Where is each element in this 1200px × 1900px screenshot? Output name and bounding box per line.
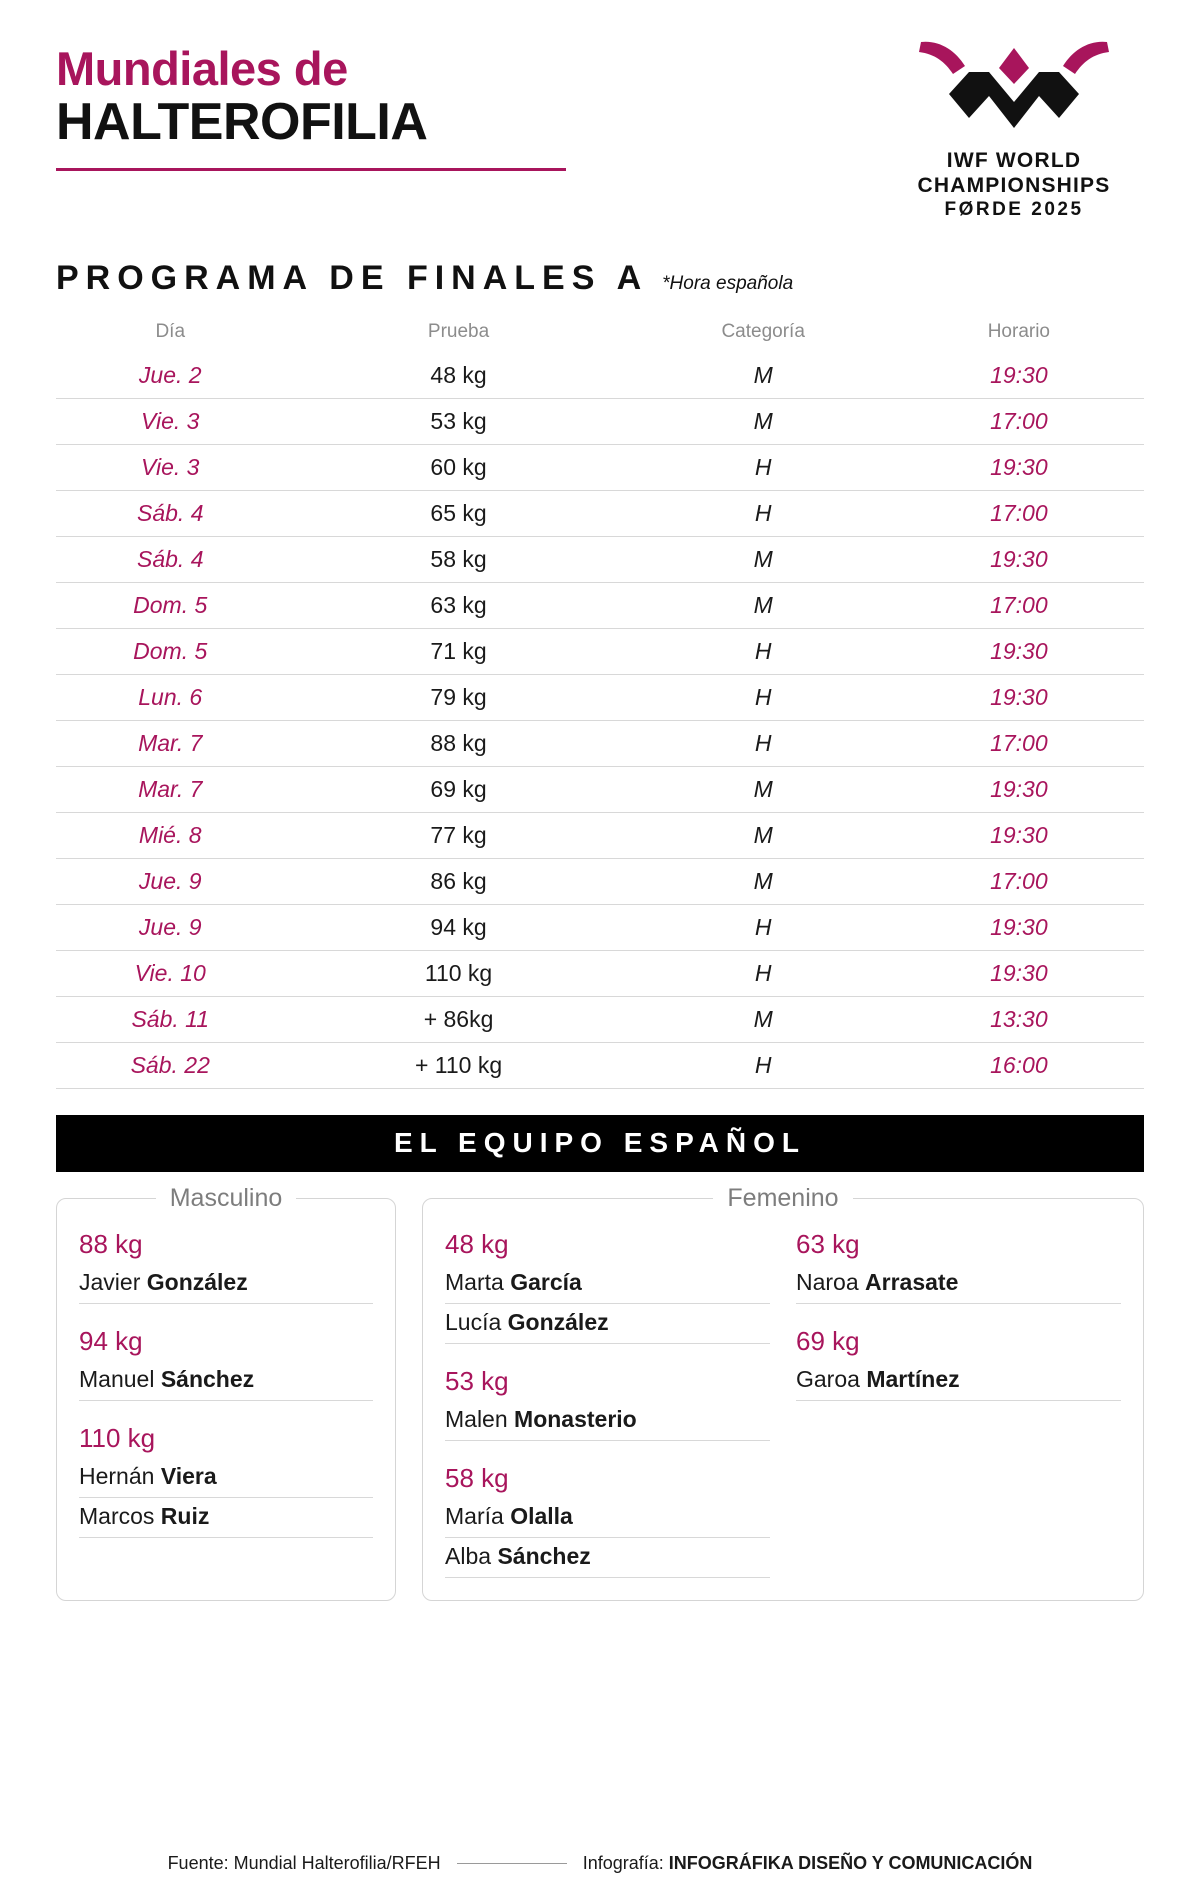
title-underline [56,168,566,171]
cell-horario: 13:30 [894,996,1144,1042]
cell-dia: Mié. 8 [56,812,284,858]
cell-dia: Sáb. 22 [56,1042,284,1088]
section-note: *Hora española [662,272,794,294]
team-men-column-1 [79,1229,373,1538]
athlete-last-name: Arrasate [865,1268,959,1295]
weight-group [796,1326,1121,1401]
team-panel-men-label-wrap [57,1184,395,1213]
table-row [56,582,1144,628]
table-row [56,950,1144,996]
table-row [56,490,1144,536]
logo-text-line2: CHAMPIONSHIPS [917,173,1111,197]
weight-group [445,1463,770,1578]
cell-prueba: + 86kg [284,996,632,1042]
cell-horario: 19:30 [894,766,1144,812]
cell-categoria: M [633,766,894,812]
cell-horario: 19:30 [894,444,1144,490]
section-heading [56,259,1144,298]
cell-dia: Mar. 7 [56,766,284,812]
athlete-first-name: Manuel [79,1365,161,1392]
athlete-name [796,1264,1121,1304]
athlete-first-name: Naroa [796,1268,866,1295]
cell-horario: 19:30 [894,904,1144,950]
footer-credit-label: Infografía: [582,1853,669,1873]
cell-categoria: H [633,904,894,950]
table-row [56,904,1144,950]
cell-horario: 19:30 [894,950,1144,996]
table-row [56,812,1144,858]
cell-dia: Jue. 2 [56,353,284,399]
athlete-first-name: Malen [445,1405,515,1432]
table-header-row [56,320,1144,353]
column-header-horario: Horario [987,320,1051,342]
table-row [56,996,1144,1042]
cell-horario: 16:00 [894,1042,1144,1088]
cell-categoria: H [633,720,894,766]
schedule-body [56,353,1144,1089]
athlete-first-name: Marcos [79,1502,161,1529]
team-panel-men-label: Masculino [156,1184,297,1212]
footer-divider [457,1863,567,1864]
table-row [56,353,1144,399]
weight-category-label: 88 kg [79,1228,143,1259]
cell-dia: Jue. 9 [56,858,284,904]
team-men-columns [79,1229,373,1538]
column-header-prueba: Prueba [427,320,490,342]
weight-group [79,1326,373,1401]
cell-dia: Sáb. 11 [56,996,284,1042]
cell-categoria: M [633,582,894,628]
weight-category-label: 110 kg [79,1422,156,1453]
iwf-viking-horns-logo-icon [909,38,1119,143]
cell-prueba: 86 kg [284,858,632,904]
team-women-columns [445,1229,1121,1578]
table-row [56,444,1144,490]
cell-categoria: H [633,950,894,996]
cell-prueba: 110 kg [284,950,632,996]
cell-dia: Sáb. 4 [56,536,284,582]
title-block [56,34,566,171]
logo-text-line3: FØRDE 2025 [944,198,1084,220]
cell-horario: 19:30 [894,536,1144,582]
athlete-first-name: Hernán [79,1462,161,1489]
section-title: PROGRAMA DE FINALES A [56,258,649,297]
cell-horario: 17:00 [894,490,1144,536]
footer-source: Fuente: Mundial Halterofilia/RFEH [167,1853,441,1873]
cell-prueba: 79 kg [284,674,632,720]
cell-prueba: 69 kg [284,766,632,812]
cell-categoria: M [633,858,894,904]
cell-horario: 17:00 [894,720,1144,766]
footer [56,1853,1144,1874]
athlete-last-name: Sánchez [160,1365,255,1392]
cell-prueba: 88 kg [284,720,632,766]
athlete-name [79,1498,373,1538]
cell-categoria: M [633,536,894,582]
cell-prueba: 65 kg [284,490,632,536]
weight-group [79,1229,373,1304]
athlete-last-name: Monasterio [514,1405,637,1432]
table-row [56,1042,1144,1088]
cell-prueba: 48 kg [284,353,632,399]
athlete-name [445,1538,770,1578]
header [56,34,1144,221]
cell-horario: 19:30 [894,628,1144,674]
team-panel-women [422,1183,1144,1601]
cell-categoria: M [633,812,894,858]
cell-dia: Vie. 3 [56,398,284,444]
cell-dia: Dom. 5 [56,582,284,628]
cell-prueba: 77 kg [284,812,632,858]
cell-dia: Dom. 5 [56,628,284,674]
cell-categoria: M [633,398,894,444]
weight-group [445,1229,770,1344]
athlete-last-name: Ruiz [160,1502,210,1529]
cell-prueba: 63 kg [284,582,632,628]
weight-category-label: 94 kg [79,1325,143,1356]
athlete-first-name: Javier [79,1268,147,1295]
athlete-first-name: Lucía [445,1308,508,1335]
logo-text-line1: IWF WORLD [946,149,1082,172]
weight-category-label: 69 kg [796,1325,860,1356]
athlete-first-name: Alba [445,1542,498,1569]
athlete-last-name: Olalla [510,1502,573,1529]
team-panel-women-label-wrap [423,1184,1143,1213]
table-row [56,536,1144,582]
table-row [56,720,1144,766]
athlete-name [796,1361,1121,1401]
cell-horario: 17:00 [894,582,1144,628]
page-title-line2: HALTEROFILIA [56,93,428,152]
weight-category-label: 58 kg [445,1462,509,1493]
athlete-last-name: García [510,1268,582,1295]
cell-dia: Jue. 9 [56,904,284,950]
cell-prueba: + 110 kg [284,1042,632,1088]
athlete-name [445,1498,770,1538]
table-row [56,766,1144,812]
weight-category-label: 48 kg [445,1228,509,1259]
team-panels [56,1183,1144,1601]
page-title-line1: Mundiales de [56,42,348,95]
athlete-first-name: Garoa [796,1365,867,1392]
table-row [56,628,1144,674]
athlete-name [79,1264,373,1304]
footer-credit [583,1853,1033,1874]
column-header-categoria: Categoría [721,320,805,342]
athlete-last-name: Viera [160,1462,217,1489]
table-row [56,398,1144,444]
cell-categoria: H [633,490,894,536]
cell-dia: Mar. 7 [56,720,284,766]
cell-horario: 19:30 [894,812,1144,858]
weight-group [445,1366,770,1441]
cell-categoria: H [633,628,894,674]
athlete-last-name: González [146,1268,248,1295]
athlete-last-name: González [507,1308,609,1335]
cell-categoria: H [633,1042,894,1088]
team-panel-women-label: Femenino [713,1184,852,1212]
athlete-first-name: María [445,1502,511,1529]
table-row [56,674,1144,720]
team-banner: EL EQUIPO ESPAÑOL [56,1115,1144,1172]
cell-dia: Vie. 10 [56,950,284,996]
athlete-first-name: Marta [445,1268,511,1295]
cell-horario: 19:30 [894,353,1144,399]
column-header-dia: Día [155,320,186,342]
athlete-last-name: Sánchez [497,1542,591,1569]
cell-dia: Lun. 6 [56,674,284,720]
table-row [56,858,1144,904]
cell-prueba: 94 kg [284,904,632,950]
team-women-column-1 [445,1229,770,1578]
athlete-name [79,1361,373,1401]
cell-prueba: 53 kg [284,398,632,444]
cell-categoria: H [633,674,894,720]
logo-text [884,149,1144,221]
weight-group [796,1229,1121,1304]
team-women-column-2 [796,1229,1121,1578]
cell-dia: Sáb. 4 [56,490,284,536]
cell-categoria: M [633,353,894,399]
cell-prueba: 71 kg [284,628,632,674]
athlete-last-name: Martínez [866,1365,960,1392]
team-panel-men [56,1183,396,1601]
cell-prueba: 58 kg [284,536,632,582]
cell-horario: 19:30 [894,674,1144,720]
iwf-logo [884,34,1144,221]
cell-prueba: 60 kg [284,444,632,490]
weight-category-label: 63 kg [796,1228,860,1259]
cell-categoria: M [633,996,894,1042]
footer-credit-value: INFOGRÁFIKA DISEÑO Y COMUNICACIÓN [668,1853,1033,1873]
cell-dia: Vie. 3 [56,444,284,490]
athlete-name [445,1401,770,1441]
athlete-name [445,1304,770,1344]
cell-horario: 17:00 [894,398,1144,444]
athlete-name [445,1264,770,1304]
weight-group [79,1423,373,1538]
schedule-table [56,320,1144,1089]
cell-horario: 17:00 [894,858,1144,904]
cell-categoria: H [633,444,894,490]
athlete-name [79,1458,373,1498]
weight-category-label: 53 kg [445,1365,509,1396]
